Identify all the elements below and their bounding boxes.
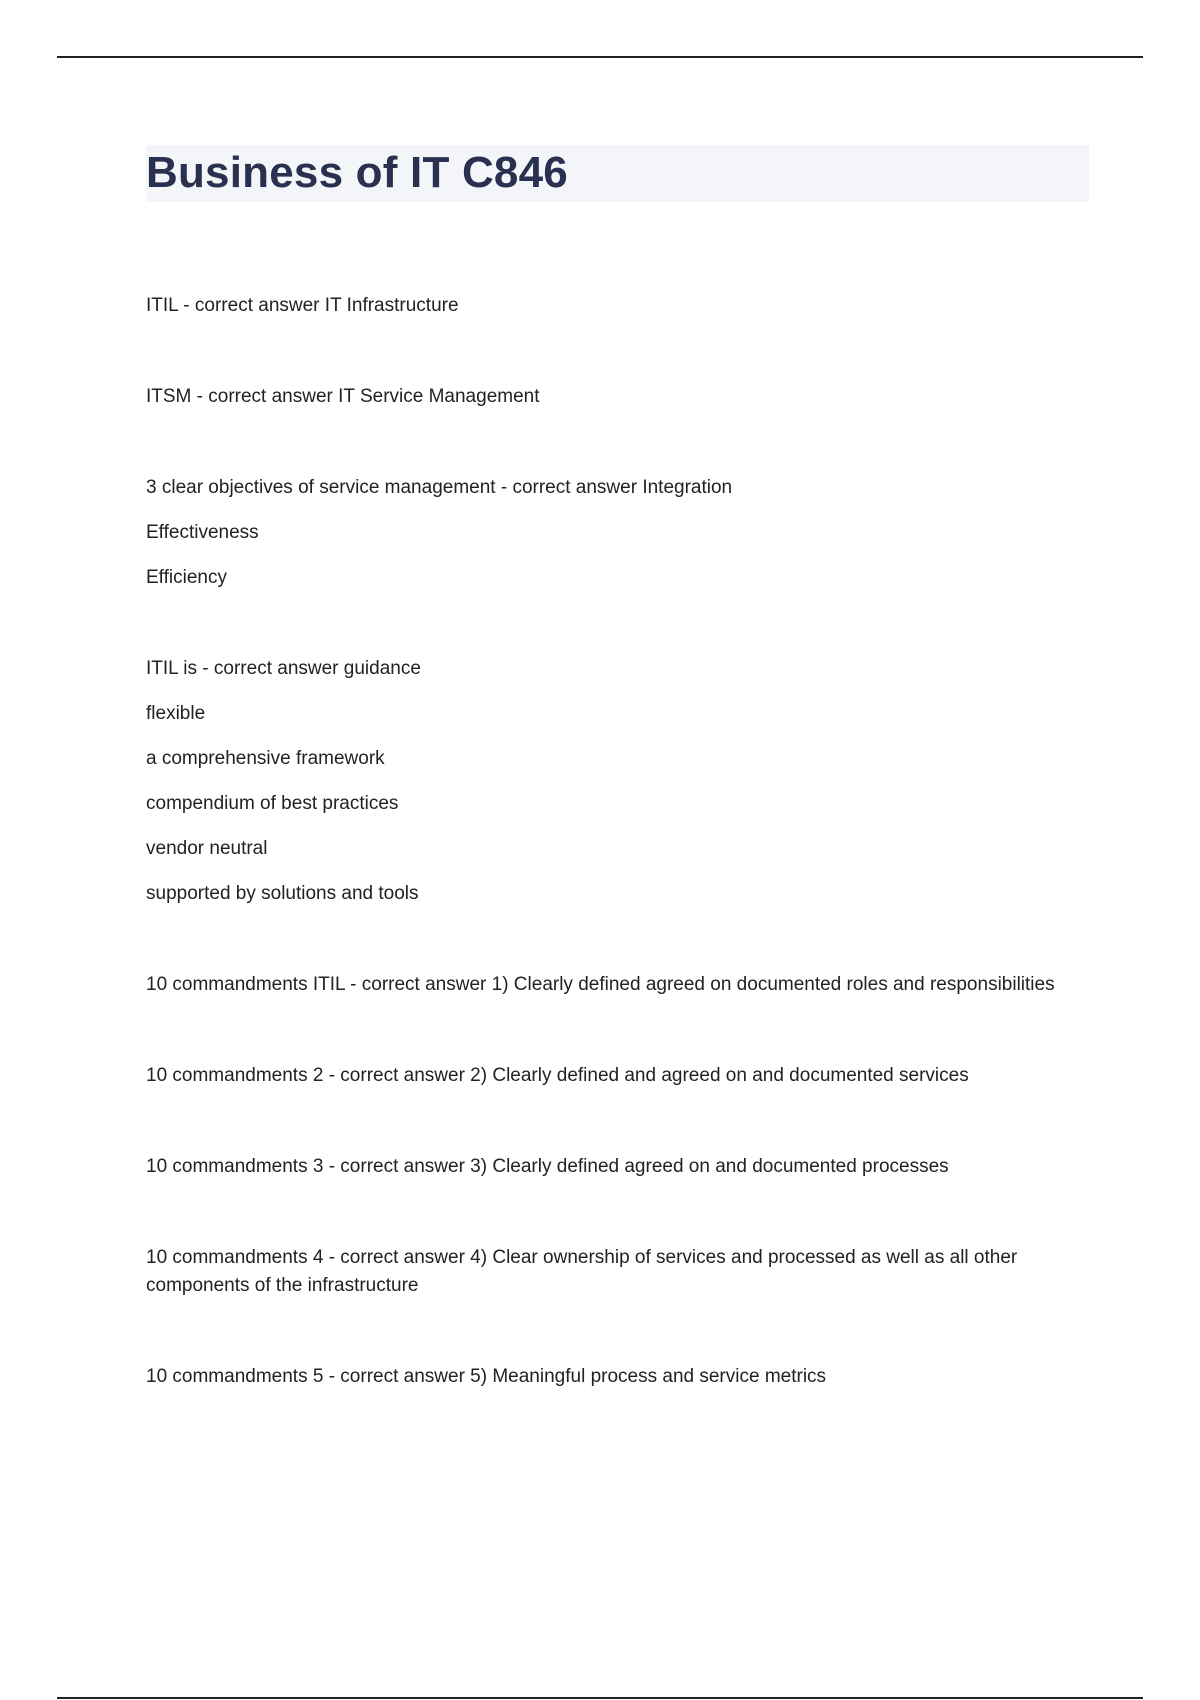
entry-line: 10 commandments 2 - correct answer 2) Clearly defined and agreed on and documented services xyxy=(146,1065,969,1086)
flashcard-entry xyxy=(146,292,1091,320)
flashcard-entry xyxy=(146,474,1091,592)
flashcard-list xyxy=(146,292,1091,1391)
entry-line: ITSM - correct answer IT Service Management xyxy=(146,386,540,407)
entry-line: compendium of best practices xyxy=(146,793,399,814)
entry-line: vendor neutral xyxy=(146,838,268,859)
entry-line: flexible xyxy=(146,703,206,724)
entry-line: 10 commandments 3 - correct answer 3) Clearly defined agreed on and documented processes xyxy=(146,1156,949,1177)
flashcard-entry xyxy=(146,1363,1091,1391)
entry-line: ITIL is - correct answer guidance xyxy=(146,658,421,679)
entry-line: Effectiveness xyxy=(146,522,259,543)
entry-line: Efficiency xyxy=(146,567,227,588)
flashcard-entry xyxy=(146,383,1091,411)
footer-rule xyxy=(57,1697,1143,1699)
entry-line: ITIL - correct answer IT Infrastructure xyxy=(146,295,459,316)
flashcard-entry xyxy=(146,971,1091,999)
entry-line: 10 commandments 4 - correct answer 4) Clear ownership of services and processed as well as all other components of the infrastructure xyxy=(146,1247,1018,1296)
flashcard-entry xyxy=(146,1062,1091,1090)
entry-line: a comprehensive framework xyxy=(146,748,385,769)
header-rule xyxy=(57,56,1143,58)
entry-line: 10 commandments ITIL - correct answer 1) Clearly defined agreed on documented roles and responsibilities xyxy=(146,974,1055,995)
entry-line: 10 commandments 5 - correct answer 5) Meaningful process and service metrics xyxy=(146,1366,827,1387)
document-title: Business of IT C846 xyxy=(146,148,568,197)
flashcard-entry xyxy=(146,655,1091,908)
entry-line: 3 clear objectives of service management - correct answer Integration xyxy=(146,477,733,498)
flashcard-entry xyxy=(146,1153,1091,1181)
flashcard-entry xyxy=(146,1244,1091,1300)
entry-line: supported by solutions and tools xyxy=(146,883,419,904)
